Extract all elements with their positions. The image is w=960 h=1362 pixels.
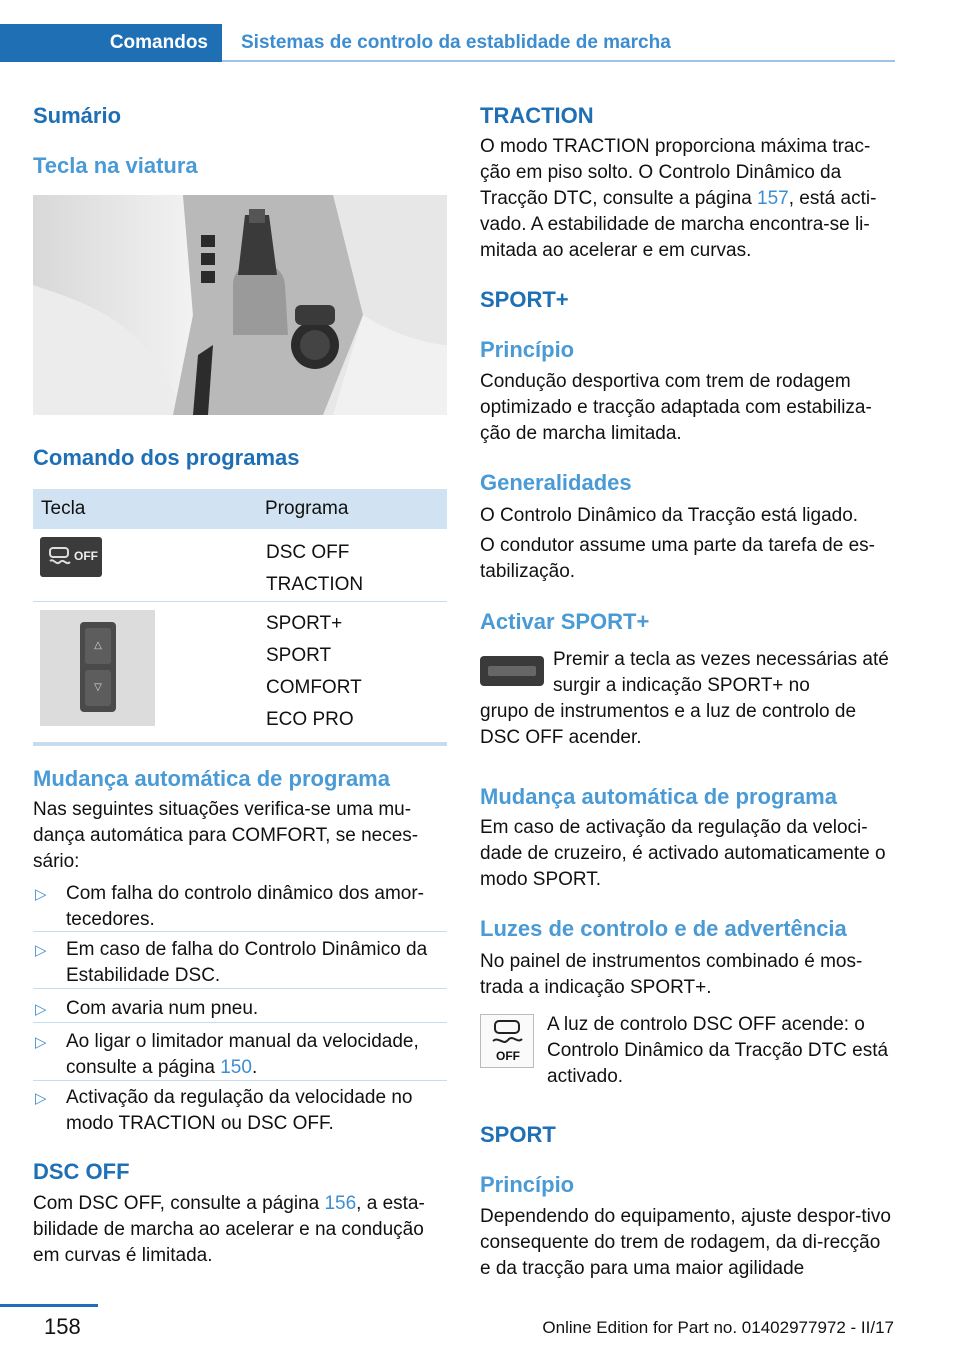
sport-principle-text: Dependendo do equipamento, ajuste despor-tivo consequente do trem de rodagem, da di-recção e da tracção para uma maior agilidade (480, 1206, 891, 1279)
dsc-off-button-image (40, 537, 102, 577)
generalities-text-2: O condutor assume uma parte da tarefa de es-tabilização. (480, 535, 875, 582)
dsc-off-heading: DSC OFF (33, 1159, 130, 1184)
table-row (33, 529, 447, 602)
rocker-key-icon (480, 656, 544, 686)
generalities-heading: Generalidades (480, 470, 632, 495)
warning-lights-text: No painel de instrumentos combinado é mos-trada a indicação SPORT+. (480, 951, 863, 998)
footer-rule (0, 1304, 98, 1307)
indicator-off-label: OFF (496, 1049, 520, 1063)
key-in-vehicle-heading: Tecla na viatura (33, 153, 198, 178)
generalities-text-1: O Controlo Dinâmico da Tracção está ligado. (480, 505, 859, 526)
list-divider (33, 931, 447, 932)
dsc-off-indicator-icon (480, 1014, 534, 1068)
sport-heading: SPORT (480, 1122, 556, 1147)
page-link-157[interactable]: 157 (757, 188, 789, 209)
bullet-text: Activação da regulação da velocidade no modo TRACTION ou DSC OFF. (66, 1087, 413, 1134)
table-header-key: Tecla (33, 489, 257, 529)
program-item: SPORT+ (266, 613, 343, 634)
activate-text-b: grupo de instrumentos e a luz de controlo de DSC OFF acender. (480, 701, 857, 748)
list-divider (33, 1022, 447, 1023)
indicator-text: A luz de controlo DSC OFF acende: o Controlo Dinâmico da Tracção DTC está activado. (547, 1014, 889, 1087)
dsc-off-text: Com DSC OFF, consulte a página 156, a esta-bilidade de marcha ao acelerar e na condução em curvas é limitada. (33, 1193, 425, 1266)
program-item: TRACTION (266, 574, 364, 595)
bullet-triangle-icon: ▷ (35, 886, 47, 903)
table-header-program: Programa (257, 489, 447, 529)
down-arrow-icon: ▽ (85, 670, 111, 706)
activate-sport-plus-heading: Activar SPORT+ (480, 609, 650, 634)
auto-change-intro: Nas seguintes situações verifica-se uma mu-dança automática para COMFORT, se neces-sário: (33, 799, 419, 872)
page-link-150[interactable]: 150 (220, 1057, 252, 1078)
table-row (33, 602, 447, 742)
edition-note: Online Edition for Part no. 01402977972 - II/17 (542, 1318, 894, 1337)
program-item: DSC OFF (266, 542, 350, 563)
dsc-off-button-label: OFF (74, 549, 98, 563)
program-control-heading: Comando dos programas (33, 445, 300, 470)
rocker-switch (80, 622, 116, 712)
sport-plus-heading: SPORT+ (480, 287, 569, 312)
summary-heading: Sumário (33, 103, 122, 128)
bullet-triangle-icon: ▷ (35, 1090, 47, 1107)
section-title: Sistemas de controlo da establidade de marcha (241, 32, 671, 53)
rocker-switch-image (40, 610, 155, 726)
program-item: COMFORT (266, 677, 362, 698)
bullet-text: Com falha do controlo dinâmico dos amor-tecedores. (66, 883, 425, 930)
dsc-car-icon (46, 544, 72, 570)
sport-plus-principle-heading: Princípio (480, 337, 575, 362)
traction-text: O modo TRACTION proporciona máxima trac-ção em piso solto. O Controlo Dinâmico da Tracção DTC, consulte a página 157, está acti-vado. A estabilidade de marcha encontra-se li-mitada ao acelerar e em curvas. (480, 136, 877, 261)
table-bottom-rule (33, 742, 447, 746)
bullet-triangle-icon: ▷ (35, 1034, 47, 1051)
sport-principle-heading: Princípio (480, 1172, 575, 1197)
activate-text-a: Premir a tecla as vezes necessárias até surgir a indicação SPORT+ no (553, 649, 889, 696)
page-number: 158 (44, 1314, 81, 1339)
program-table (33, 489, 447, 746)
program-item: SPORT (266, 645, 332, 666)
vehicle-console-photo (33, 195, 447, 415)
chapter-tab[interactable]: Comandos (0, 24, 222, 62)
program-item: ECO PRO (266, 709, 354, 730)
traction-heading: TRACTION (480, 103, 594, 128)
auto-change-right-heading: Mudança automática de programa (480, 784, 837, 809)
bullet-text: Em caso de falha do Controlo Dinâmico da Estabilidade DSC. (66, 939, 428, 986)
list-divider (33, 1080, 447, 1081)
auto-program-change-heading: Mudança automática de programa (33, 766, 390, 791)
bullet-triangle-icon: ▷ (35, 1001, 47, 1018)
up-arrow-icon: △ (85, 628, 111, 664)
bullet-triangle-icon: ▷ (35, 942, 47, 959)
bullet-text: Ao ligar o limitador manual da velocidade, consulte a página 150. (66, 1031, 419, 1078)
header-rule (222, 60, 895, 62)
warning-lights-heading: Luzes de controlo e de advertência (480, 916, 847, 941)
bullet-text: Com avaria num pneu. (66, 998, 259, 1019)
list-divider (33, 988, 447, 989)
sport-plus-principle-text: Condução desportiva com trem de rodagem optimizado e tracção adaptada com estabiliza-ção de marcha limitada. (480, 371, 872, 444)
auto-change-right-text: Em caso de activação da regulação da veloci-dade de cruzeiro, é activado automaticamente o modo SPORT. (480, 817, 886, 890)
page-link-156[interactable]: 156 (324, 1193, 357, 1214)
